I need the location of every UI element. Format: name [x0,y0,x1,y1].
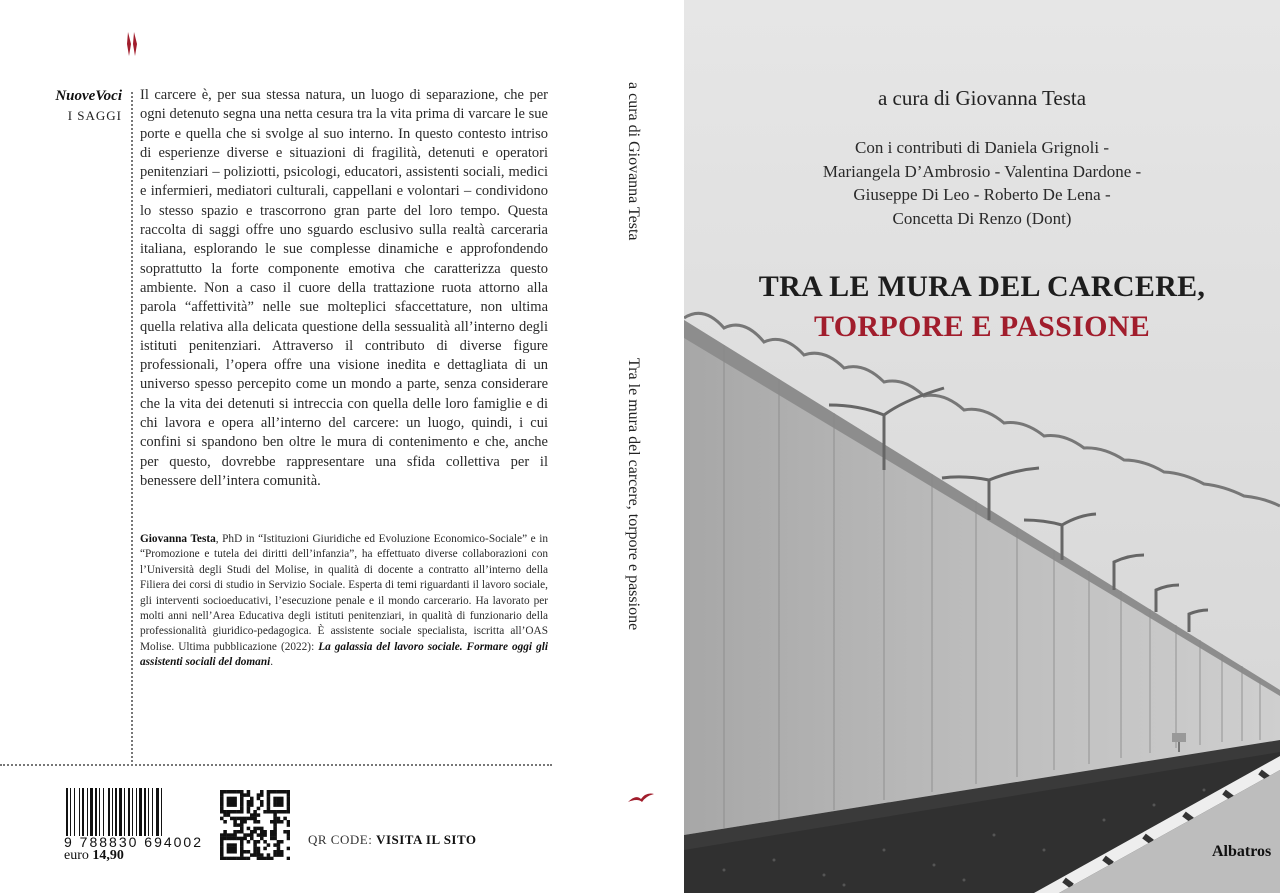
prison-wall-photo [684,0,1280,893]
albatros-feather-icon [125,30,139,58]
barcode-icon [64,788,206,836]
horizontal-dotted-divider [0,764,552,766]
back-cover [0,0,600,893]
price-value: 14,90 [92,848,124,863]
isbn-number: 9 788830 694002 [64,834,203,850]
author-bio-end: . [270,656,274,669]
front-editor: a cura di Giovanna Testa [877,86,1087,110]
spine-title: Tra le mura del carcere, torpore e passione [625,358,642,631]
spine [600,0,684,893]
book-title-line1: TRA LE MURA DEL CARCERE, [758,270,1206,303]
contributors-line: Mariangela D’Ambrosio - Valentina Dardone - [822,161,1142,181]
spine-editor: a cura di Giovanna Testa [625,82,642,241]
author-name: Giovanna Testa [140,533,216,545]
series-subtitle: I SAGGI [67,108,122,123]
price [64,848,206,864]
back-blurb: Il carcere è, per sua stessa natura, un luogo di separazione, che per ogni detenuto segna una netta cesura tra la vita prima di varcare le sue porte e quella che si svolge al suo interno. In questo contesto intriso di esperienze diverse e situazioni di fragilità, detenuti e operatori penitenziari – poliziotti, psicologi, educatori, assistenti sociali, medici e infermieri, mediatori culturali, cappellani e volontari – condividono lo stesso spazio e trascorrono gran parte del loro tempo. Questa raccolta di saggi offre uno sguardo esclusivo sulla realtà carceraria italiana, esplorando le sue complesse dinamiche e approfondendo soprattutto la forte componente emotiva che caratterizza questo ambiente. Non a caso il cuore della trattazione ruota attorno alla parola “affettività” nelle sue molteplici sfaccettature, non ultima quella relativa alla delicata questione della sessualità all’interno degli istituti penitenziari. Attraverso il contributo di diverse figure professionali, l’opera offre una visione inedita e dettagliata di un universo spesso percepito come un mondo a parte, senza considerare che la vita dei detenuti si intreccia con quella delle loro famiglie e di chi lavora e opera all’interno del carcere: un luogo, quindi, i cui confini si spandono ben oltre le mura di contenimento e che, anche per questo, dovrebbe rappresentare una sfida collettiva per il benessere dell’intera comunità. [140,87,548,489]
author-bio-text: , PhD in “Istituzioni Giuridiche ed Evoluzione Economico-Sociale” e in “Promozione e tutela dei diritti dell’infanzia”, ha effettuato diverse collaborazioni con l’Università degli Studi del Molise, in qualità di docente a contratto all’interno della Filiera dei corsi di studio in Servizio Sociale. Esperta di temi riguardanti il lavoro sociale, gli interventi socioeducativi, l’esecuzione penale e il mondo carcerario. Ha lavorato per molti anni nell’Area Educativa degli istituti penitenziari, in qualità di funzionario della professionalità giuridico-pedagogica. È assistente sociale specialista, iscritta all’OAS Molise. Ultima pubblicazione (2022): [140,533,549,653]
qr-label: QR CODE: [308,832,373,847]
contributors-line: Concetta Di Renzo (Dont) [892,208,1072,228]
publisher-logo: Albatros [1212,843,1272,860]
contributors-line: Giuseppe Di Leo - Roberto De Lena - [853,185,1111,204]
contributors [684,136,1280,230]
albatros-bird-icon [626,790,656,806]
author-bio [140,532,548,671]
qr-action: VISITA IL SITO [376,832,477,847]
vertical-dotted-divider [131,92,133,762]
book-title-line2: TORPORE E PASSIONE [813,310,1151,343]
latest-publication: La galassia del lavoro sociale. Formare oggi gli assistenti sociali del domani [140,640,548,669]
qr-code-icon[interactable] [220,790,290,860]
series-name: NuoveVoci [55,88,122,104]
barcode-block [64,788,206,864]
qr-caption [308,832,477,848]
front-cover [684,0,1280,893]
price-prefix: euro [64,848,89,863]
series-label [10,88,122,124]
contributors-line: Con i contributi di Daniela Grignoli - [854,138,1109,157]
